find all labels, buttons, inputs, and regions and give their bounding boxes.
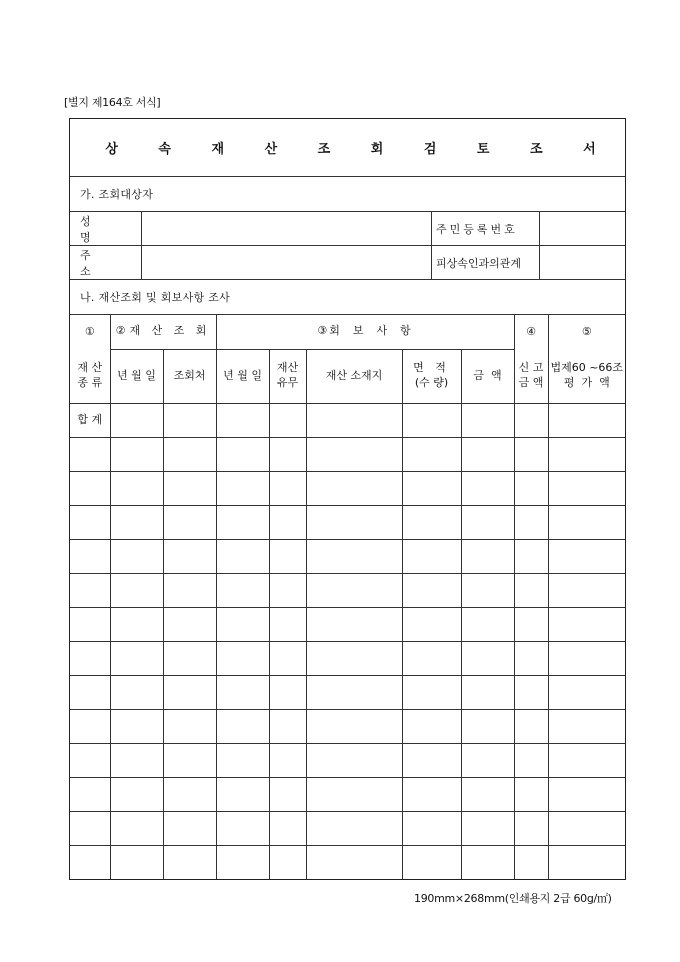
table-cell[interactable] (216, 675, 269, 709)
table-cell[interactable] (110, 777, 163, 811)
table-cell[interactable] (548, 539, 625, 573)
table-cell[interactable] (461, 845, 514, 879)
table-cell[interactable] (461, 505, 514, 539)
form-caption: [별지 제164호 서식] (64, 96, 161, 109)
col-property-type-num: ① (70, 315, 110, 349)
total-row (70, 403, 625, 437)
table-cell[interactable] (548, 641, 625, 675)
table-cell[interactable] (163, 607, 216, 641)
address-field[interactable] (142, 246, 432, 279)
resident-no-label-cell (432, 212, 540, 245)
total-label: 합 계 (70, 403, 110, 437)
table-cell[interactable] (163, 641, 216, 675)
table-row (70, 573, 625, 607)
table-cell[interactable] (70, 607, 110, 641)
table-cell[interactable] (216, 743, 269, 777)
section-b-heading-text: 나. 재산조회 및 회보사항 조사 (80, 291, 231, 304)
table-cell[interactable] (306, 675, 402, 709)
table-cell[interactable] (514, 845, 548, 879)
table-cell[interactable] (269, 607, 306, 641)
col-declared-amount: 신 고 금 액 (514, 349, 548, 403)
table-cell[interactable] (306, 437, 402, 471)
table-row (70, 641, 625, 675)
table-cell[interactable] (216, 641, 269, 675)
table-row (70, 709, 625, 743)
table-cell[interactable] (514, 607, 548, 641)
total-cell[interactable] (514, 403, 548, 437)
relation-field[interactable] (540, 246, 625, 279)
table-cell[interactable] (548, 573, 625, 607)
total-cell[interactable] (461, 403, 514, 437)
name-label: 성 명 (80, 214, 111, 244)
table-cell[interactable] (163, 777, 216, 811)
table-cell[interactable] (216, 573, 269, 607)
total-cell[interactable] (216, 403, 269, 437)
table-row (70, 437, 625, 471)
total-cell[interactable] (269, 403, 306, 437)
col-valuation: 법제60 ~66조 평 가 액 (548, 349, 625, 403)
name-field[interactable] (142, 212, 432, 245)
table-cell[interactable] (461, 573, 514, 607)
table-cell[interactable] (110, 505, 163, 539)
table-row (70, 743, 625, 777)
table-cell[interactable] (514, 505, 548, 539)
address-row (70, 246, 625, 280)
table-cell[interactable] (110, 709, 163, 743)
table-cell[interactable] (402, 573, 461, 607)
table-cell[interactable] (514, 743, 548, 777)
form-title: 상 속 재 산 조 회 검 토 조 서 (105, 142, 610, 157)
table-cell[interactable] (216, 777, 269, 811)
table-cell[interactable] (306, 845, 402, 879)
table-cell[interactable] (216, 505, 269, 539)
section-a-heading (70, 177, 625, 212)
col-inquiry-date: 년 월 일 (110, 349, 163, 403)
col-property-exists: 재산 유무 (269, 349, 306, 403)
inquiry-table-body (70, 315, 625, 879)
col-property-type: 재 산 종 류 (70, 349, 110, 403)
table-cell[interactable] (306, 505, 402, 539)
table-cell[interactable] (70, 811, 110, 845)
inquiry-table (70, 315, 625, 879)
table-cell[interactable] (514, 675, 548, 709)
table-cell[interactable] (110, 845, 163, 879)
table-cell[interactable] (269, 573, 306, 607)
table-cell[interactable] (514, 437, 548, 471)
table-cell[interactable] (163, 539, 216, 573)
table-cell[interactable] (110, 811, 163, 845)
table-cell[interactable] (70, 675, 110, 709)
table-cell[interactable] (548, 743, 625, 777)
paper-spec-footer: 190mm×268mm(인쇄용지 2급 60g/㎡) (414, 892, 612, 905)
table-cell[interactable] (269, 539, 306, 573)
table-cell[interactable] (548, 675, 625, 709)
table-row (70, 607, 625, 641)
table-cell[interactable] (70, 709, 110, 743)
table-cell[interactable] (163, 505, 216, 539)
table-cell[interactable] (548, 505, 625, 539)
table-cell[interactable] (514, 641, 548, 675)
header-row-2 (70, 349, 625, 403)
table-cell[interactable] (163, 471, 216, 505)
table-cell[interactable] (163, 437, 216, 471)
group-reply-items: ③회 보 사 항 (216, 315, 514, 349)
table-cell[interactable] (269, 743, 306, 777)
table-cell[interactable] (216, 471, 269, 505)
table-cell[interactable] (306, 811, 402, 845)
table-cell[interactable] (216, 607, 269, 641)
table-cell[interactable] (269, 845, 306, 879)
table-cell[interactable] (110, 641, 163, 675)
table-cell[interactable] (70, 539, 110, 573)
table-cell[interactable] (163, 675, 216, 709)
table-cell[interactable] (402, 845, 461, 879)
table-cell[interactable] (548, 845, 625, 879)
resident-no-field[interactable] (540, 212, 625, 245)
table-cell[interactable] (514, 709, 548, 743)
address-label-cell (70, 246, 142, 279)
table-cell[interactable] (110, 539, 163, 573)
table-row (70, 777, 625, 811)
table-cell[interactable] (402, 607, 461, 641)
relation-label: 피상속인과의관계 (436, 256, 522, 270)
table-cell[interactable] (306, 641, 402, 675)
table-cell[interactable] (70, 777, 110, 811)
col-valuation-num: ⑤ (581, 324, 592, 338)
table-cell[interactable] (514, 471, 548, 505)
table-row (70, 811, 625, 845)
table-cell[interactable] (216, 539, 269, 573)
table-cell[interactable] (461, 743, 514, 777)
table-cell[interactable] (70, 573, 110, 607)
table-row (70, 675, 625, 709)
table-cell[interactable] (163, 743, 216, 777)
table-row (70, 539, 625, 573)
table-cell[interactable] (306, 471, 402, 505)
table-cell[interactable] (269, 437, 306, 471)
col-declared-amount-num: ④ (514, 315, 548, 349)
table-cell[interactable] (269, 709, 306, 743)
name-label-cell (70, 212, 142, 245)
table-cell[interactable] (70, 505, 110, 539)
table-cell[interactable] (269, 505, 306, 539)
table-cell[interactable] (216, 845, 269, 879)
table-cell[interactable] (110, 607, 163, 641)
table-cell[interactable] (548, 607, 625, 641)
inspection-form (69, 118, 626, 880)
table-row (70, 845, 625, 879)
table-cell[interactable] (269, 675, 306, 709)
table-cell[interactable] (402, 471, 461, 505)
table-cell[interactable] (110, 743, 163, 777)
table-cell[interactable] (306, 709, 402, 743)
table-cell[interactable] (70, 437, 110, 471)
table-cell[interactable] (402, 641, 461, 675)
total-cell[interactable] (548, 403, 625, 437)
table-cell[interactable] (306, 743, 402, 777)
table-cell[interactable] (402, 777, 461, 811)
table-cell[interactable] (548, 811, 625, 845)
table-cell[interactable] (402, 709, 461, 743)
total-cell[interactable] (306, 403, 402, 437)
table-cell[interactable] (110, 675, 163, 709)
address-label: 주 소 (80, 248, 111, 278)
relation-label-cell (432, 246, 540, 279)
table-cell[interactable] (70, 641, 110, 675)
table-cell[interactable] (306, 573, 402, 607)
table-cell[interactable] (461, 675, 514, 709)
table-cell[interactable] (216, 811, 269, 845)
table-cell[interactable] (269, 641, 306, 675)
form-title-row (70, 119, 625, 177)
table-cell[interactable] (163, 709, 216, 743)
table-row (70, 471, 625, 505)
group-property-inquiry: ②재 산 조 회 (110, 315, 216, 349)
col-area-quantity: 면 적 (수 량) (402, 349, 461, 403)
table-cell[interactable] (269, 811, 306, 845)
table-cell[interactable] (461, 641, 514, 675)
table-cell[interactable] (402, 539, 461, 573)
col-reply-date: 년 월 일 (216, 349, 269, 403)
table-cell[interactable] (461, 811, 514, 845)
table-cell[interactable] (461, 777, 514, 811)
table-cell[interactable] (70, 845, 110, 879)
table-cell[interactable] (461, 709, 514, 743)
table-cell[interactable] (461, 437, 514, 471)
col-property-location: 재산 소재지 (306, 349, 402, 403)
col-amount: 금 액 (461, 349, 514, 403)
table-cell[interactable] (402, 505, 461, 539)
table-cell[interactable] (163, 845, 216, 879)
table-cell[interactable] (306, 607, 402, 641)
table-cell[interactable] (514, 573, 548, 607)
section-a-heading-text: 가. 조회대상자 (80, 188, 154, 201)
resident-no-label: 주민등록번호 (436, 222, 518, 236)
table-cell[interactable] (461, 471, 514, 505)
inquiry-table-wrapper (70, 315, 625, 879)
total-cell[interactable] (163, 403, 216, 437)
table-cell[interactable] (110, 437, 163, 471)
table-cell[interactable] (306, 539, 402, 573)
table-cell[interactable] (306, 777, 402, 811)
table-cell[interactable] (548, 437, 625, 471)
table-cell[interactable] (110, 471, 163, 505)
table-cell[interactable] (402, 743, 461, 777)
table-cell[interactable] (402, 437, 461, 471)
total-cell[interactable] (402, 403, 461, 437)
table-cell[interactable] (163, 573, 216, 607)
name-row (70, 212, 625, 246)
table-cell[interactable] (402, 811, 461, 845)
table-cell[interactable] (269, 777, 306, 811)
table-cell[interactable] (216, 709, 269, 743)
table-cell[interactable] (514, 811, 548, 845)
table-row (70, 505, 625, 539)
header-row-1 (70, 315, 625, 349)
col-inquiry-agency: 조회처 (163, 349, 216, 403)
total-cell[interactable] (110, 403, 163, 437)
table-cell[interactable] (548, 709, 625, 743)
table-cell[interactable] (216, 437, 269, 471)
table-cell[interactable] (163, 811, 216, 845)
table-cell[interactable] (402, 675, 461, 709)
table-cell[interactable] (548, 777, 625, 811)
table-cell[interactable] (461, 539, 514, 573)
table-cell[interactable] (548, 471, 625, 505)
table-cell[interactable] (514, 539, 548, 573)
table-cell[interactable] (110, 573, 163, 607)
table-cell[interactable] (269, 471, 306, 505)
section-b-heading (70, 280, 625, 315)
table-cell[interactable] (514, 777, 548, 811)
table-cell[interactable] (461, 607, 514, 641)
table-cell[interactable] (70, 743, 110, 777)
table-cell[interactable] (70, 471, 110, 505)
